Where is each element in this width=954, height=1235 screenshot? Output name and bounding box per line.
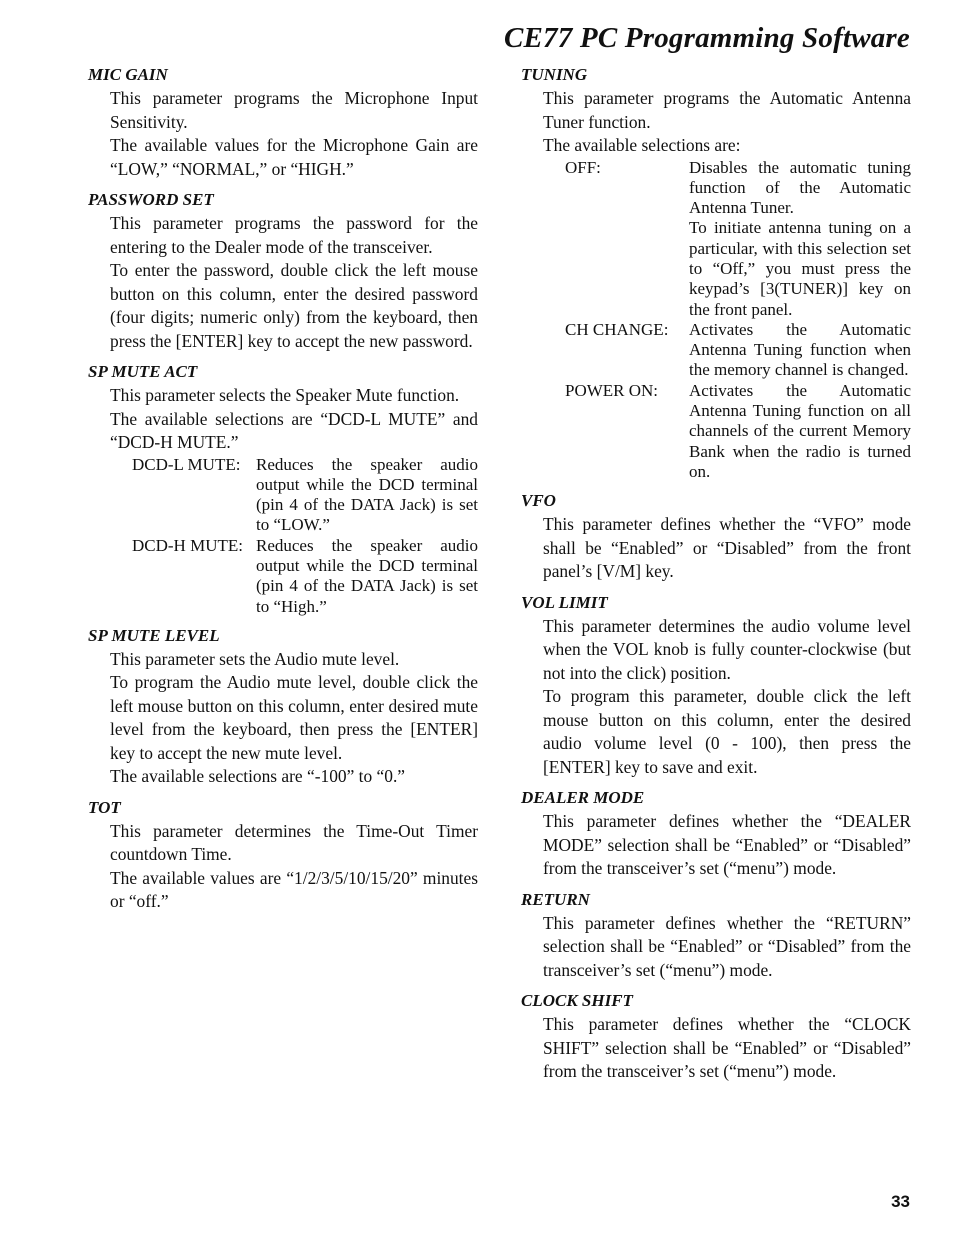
section-clock-shift bbox=[521, 990, 911, 1084]
definition-term: CH CHANGE: bbox=[565, 319, 669, 339]
definition-term: POWER ON: bbox=[565, 380, 659, 400]
paragraph: The available selections are: bbox=[543, 135, 741, 155]
paragraph: This parameter defines whether the “CLOCK SHIFT” selection shall be “Enabled” or “Disabled” from the transceiver’s set (“menu”) mode. bbox=[543, 1014, 911, 1082]
definition-list bbox=[565, 158, 911, 483]
section-vfo bbox=[521, 490, 911, 584]
page-title: CE77 PC Programming Software bbox=[503, 22, 910, 54]
paragraph: To program this parameter, double click the left mouse button on this column, enter the desired audio volume level (0 - 100), then press the [ENTER] key to save and exit. bbox=[543, 686, 911, 777]
section-dealer-mode bbox=[521, 787, 911, 881]
paragraph: To enter the password, double click the left mouse button on this column, enter the desired password (four digits; numeric only) from the keyboard, then press the [ENTER] key to accept the new password. bbox=[110, 260, 478, 351]
section-heading: TOT bbox=[88, 797, 121, 817]
right-column bbox=[521, 64, 911, 1092]
section-sp-mute-level bbox=[88, 625, 478, 789]
section-heading: SP MUTE LEVEL bbox=[88, 625, 220, 645]
definition-term: DCD-L MUTE: bbox=[132, 454, 241, 474]
section-tuning bbox=[521, 64, 911, 482]
paragraph: This parameter defines whether the “DEALER MODE” selection shall be “Enabled” or “Disabled” from the transceiver’s set (“menu”) mode. bbox=[543, 811, 911, 879]
section-heading: MIC GAIN bbox=[88, 65, 168, 84]
definition-term: DCD-H MUTE: bbox=[132, 535, 243, 555]
paragraph: The available values for the Microphone Gain are “LOW,” “NORMAL,” or “HIGH.” bbox=[110, 135, 478, 179]
definition-row bbox=[565, 320, 911, 381]
definition-paragraph: To initiate antenna tuning on a particular, with this selection set to “Off,” you must press the keypad’s [3(TUNER)] key on the front panel. bbox=[689, 218, 911, 319]
section-sp-mute-act bbox=[88, 361, 478, 617]
section-password-set bbox=[88, 189, 478, 353]
page-number: 33 bbox=[891, 1192, 910, 1211]
paragraph: This parameter determines the audio volume level when the VOL knob is fully counter-clockwise (but not into the click) position. bbox=[543, 615, 911, 683]
definition-list bbox=[132, 455, 478, 617]
paragraph: This parameter programs the Microphone Input Sensitivity. bbox=[110, 88, 478, 132]
definition-row bbox=[132, 536, 478, 617]
section-tot bbox=[88, 797, 478, 914]
section-heading: CLOCK SHIFT bbox=[521, 991, 633, 1011]
paragraph: This parameter programs the password for the entering to the Dealer mode of the transceiver. bbox=[110, 213, 478, 257]
paragraph: This parameter sets the Audio mute level. bbox=[110, 648, 400, 669]
paragraph: This parameter defines whether the “VFO” mode shall be “Enabled” or “Disabled” from the front panel’s [V/M] key. bbox=[543, 514, 911, 582]
paragraph: This parameter determines the Time-Out Timer countdown Time. bbox=[110, 820, 478, 865]
paragraph: This parameter defines whether the “RETURN” selection shall be “Enabled” or “Disabled” from the transceiver’s set (“menu”) mode. bbox=[543, 912, 911, 980]
definition-text: Activates the Automatic Antenna Tuning function when the memory channel is changed. bbox=[689, 319, 911, 380]
paragraph: This parameter selects the Speaker Mute function. bbox=[110, 385, 460, 405]
paragraph: This parameter programs the Automatic Antenna Tuner function. bbox=[543, 88, 911, 132]
section-heading: VOL LIMIT bbox=[521, 592, 608, 612]
section-heading: RETURN bbox=[521, 889, 590, 909]
section-heading: VFO bbox=[521, 491, 556, 511]
definition-text bbox=[689, 158, 911, 320]
definition-paragraph: Disables the automatic tuning function of the Automatic Antenna Tuner. bbox=[689, 157, 911, 218]
definition-text: Activates the Automatic Antenna Tuning function on all channels of the current Memory Bank when the radio is turned on. bbox=[689, 380, 911, 481]
definition-row bbox=[132, 455, 478, 536]
definition-text: Reduces the speaker audio output while the DCD terminal (pin 4 of the DATA Jack) is set to “High.” bbox=[256, 535, 478, 616]
section-mic-gain bbox=[88, 64, 478, 181]
definition-text: Reduces the speaker audio output while the DCD terminal (pin 4 of the DATA Jack) is set to “LOW.” bbox=[256, 454, 478, 535]
section-heading: DEALER MODE bbox=[521, 788, 645, 808]
definition-term: OFF: bbox=[565, 157, 601, 177]
definition-row bbox=[565, 381, 911, 482]
section-heading: PASSWORD SET bbox=[88, 190, 214, 209]
section-heading: SP MUTE ACT bbox=[88, 362, 198, 381]
section-return bbox=[521, 889, 911, 983]
paragraph: The available selections are “-100” to “0.” bbox=[110, 766, 406, 787]
paragraph: The available values are “1/2/3/5/10/15/20” minutes or “off.” bbox=[110, 867, 478, 912]
definition-row bbox=[565, 158, 911, 320]
section-heading: TUNING bbox=[521, 65, 588, 84]
paragraph: To program the Audio mute level, double click the left mouse button on this column, enter desired mute level from the keyboard, then press the [ENTER] key to accept the new mute level. bbox=[110, 672, 478, 763]
section-vol-limit bbox=[521, 592, 911, 780]
paragraph: The available selections are “DCD-L MUTE” and “DCD-H MUTE.” bbox=[110, 408, 478, 452]
left-column bbox=[88, 64, 478, 922]
